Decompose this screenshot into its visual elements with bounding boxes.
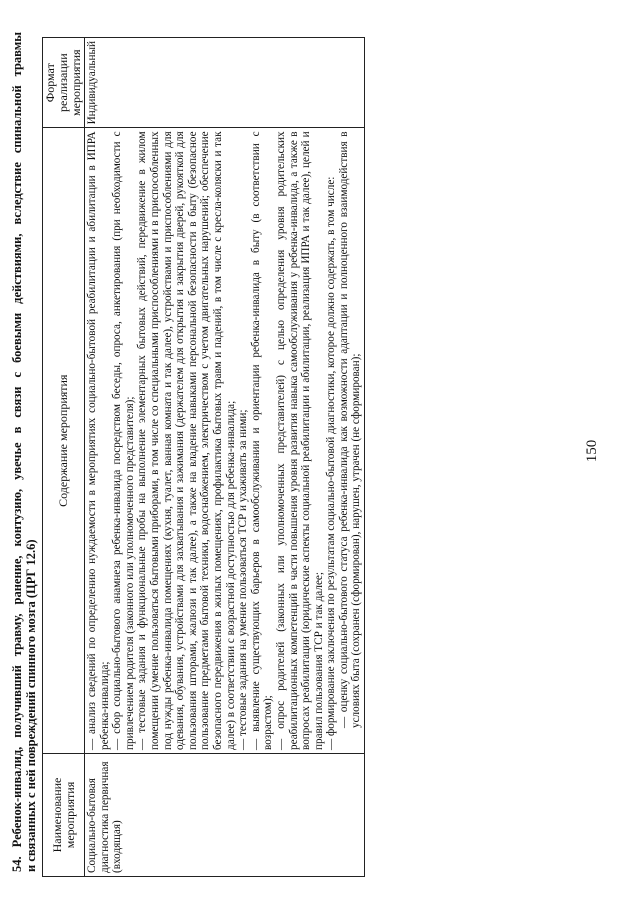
table-row	[85, 38, 365, 877]
list-item: — сбор социально-бытового анамнеза ребенка-инвалида посредством беседы, опроса, анкетирования (при необходимости с привлечением родителя (законного или уполномоченного представителя);	[111, 131, 136, 750]
heading-line-1: 54. Ребенок-инвалид, получивший травму, ранение, контузию, увечье в связи с боевыми действиями, вследствие спинальной травмы	[10, 32, 24, 872]
page-number: 150	[584, 439, 600, 463]
list-item: — опрос родителей (законных или уполномоченных представителей) с целью определения уровня родительских реабилитационных компетенций в части повышения уровня развития навыка самообслуживания у ребенка-инвалида, а также в вопросах реабилитации (юридические аспекты социальной реабилитации и абилитации, реализация ИПРА и так далее), целей и правил пользования ТСР и так далее;	[274, 131, 325, 750]
section-heading	[10, 32, 38, 872]
activity-format-cell: Индивидуальный	[85, 38, 365, 128]
table-header-row	[43, 38, 85, 877]
heading-line-2: и связанных с ней повреждений спинного мозга (ЦРГ 12.6)	[24, 539, 38, 872]
header-activity-format: Формат реализации мероприятия	[43, 38, 85, 128]
header-activity-content: Содержание мероприятия	[43, 128, 85, 754]
list-item: — формирование заключения по результатам социально-бытовой диагностики, которое должно содержать, в том числе:	[325, 176, 338, 750]
list-item: — тестовые задания и функциональные пробы на выполнение элементарных бытовых действий, передвижение в жилом помещении (умение пользоваться бытовыми приборами, в том числе со специальными приспособлениями и в приспособленных под нужды ребенка-инвалида помещениях (кухня, туалет, ванная комната и так далее), устройствами и приспособлениями для одевания, обувания, устройствами для захватывания и зажимания (держателем для открытия и закрытия дверей, рукояткой для пользования шторами, жалюзи и так далее), а также на владение навыками персональной безопасности в быту (безопасное пользование предметами бытовой техники, водоснабжением, электричеством с учетом двигательных нарушений; обеспечение безопасного передвижения в жилых помещениях, профилактика бытовых травм и падений, в том числе с кресла-коляски и так далее) в соответствии с возрастной доступностью для ребенка-инвалида;	[136, 131, 237, 750]
sub-list-item: — оценку социально-бытового статуса ребенка-инвалида как возможности адаптации и полноценного взаимодействия в условиях быта (сохранен (сформирован), нарушен, утрачен (не сформирован);	[337, 131, 363, 728]
activity-table	[42, 37, 365, 877]
activity-content-cell	[85, 128, 365, 754]
list-item: — анализ сведений по определению нуждаемости в мероприятиях социально-бытовой реабилитации и абилитации в ИПРА ребенка-инвалида;	[86, 131, 111, 750]
activity-name-cell: Социально-бытовая диагностика первичная (входящая)	[85, 754, 365, 877]
list-item: — выявление существующих барьеров в самообслуживании и ориентации ребенка-инвалида в быту (в соответствии с возрастом);	[249, 131, 275, 750]
header-activity-name: Наименование мероприятия	[43, 754, 85, 877]
list-item: — тестовые задания на умение пользоваться ТСР и ухаживать за ними;	[237, 409, 250, 750]
